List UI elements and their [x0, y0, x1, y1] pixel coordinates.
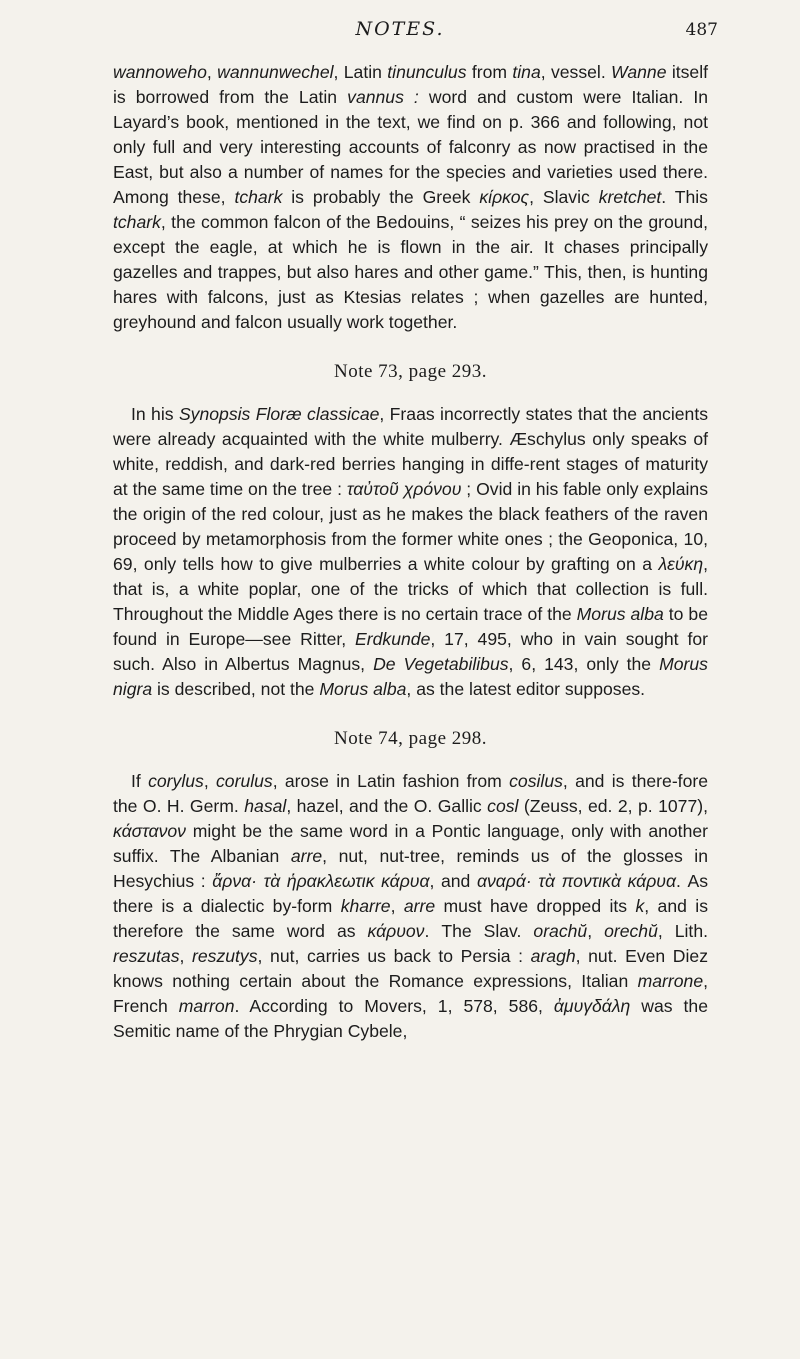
term-corylus: corylus: [148, 771, 204, 791]
note-74-heading: Note 74, page 298.: [333, 728, 488, 749]
term-morus-nigra: Morus nigra: [113, 654, 708, 699]
greek-gloss-1: ἄρνα· τὰ ἡρακλεωτικ κάρυα: [212, 871, 430, 891]
term-reszutas: reszutas: [113, 946, 180, 966]
page-number: 487: [685, 20, 718, 40]
term-tinunculus: tinunculus: [387, 62, 467, 82]
term-corulus: corulus: [216, 771, 273, 791]
term-arre-2: arre: [403, 896, 436, 916]
title-synopsis: Synopsis Floræ classicae: [178, 404, 380, 424]
paragraph-note-74: If corylus, corulus, arose in Latin fashion from cosilus, and is there-fore the O. H. Germ. hasal, hazel, and the O. Gallic cosl (Zeuss, ed. 2, p. 1077), κάστανον might be the same word in a Pontic language, only with another suffix. The Albanian arre, nut, nut-tree, reminds us of the glosses in Hesychius : ἄρνα· τὰ ἡρακλεωτικ κάρυα, and αναρά· τὰ ποντικὰ κάρυα. As there is a dialectic by-form kharre, arre must have dropped its k, and is therefore the same word as κάρυον. The Slav. orachŭ, orechŭ, Lith. reszutas, reszutys, nut, carries us back to Persia : aragh, nut. Even Diez knows nothing certain about the Romance expressions, Italian marrone, French marron. According to Movers, 1, 578, 586, ἀμυγδάλη was the Semitic name of the Phrygian Cybele,: [113, 771, 709, 1041]
greek-kirkos: κίρκος: [479, 187, 530, 207]
greek-gloss-2: αναρά· τὰ ποντικὰ κάρυα: [476, 871, 676, 891]
term-morus-alba-2: Morus alba: [319, 679, 407, 699]
greek-amygdale: ἀμυγδάλη: [553, 996, 631, 1016]
title-erdkunde: Erdkunde: [355, 629, 431, 649]
page-body: [113, 60, 708, 1044]
greek-karyon: κάρυον: [367, 921, 425, 941]
greek-kastanon: κάστανον: [113, 821, 186, 841]
page-header: [0, 18, 800, 48]
term-kharre: kharre: [340, 896, 391, 916]
note-73-heading: Note 73, page 293.: [333, 361, 488, 382]
term-kretchet: kretchet: [598, 187, 662, 207]
term-cosl: cosl: [487, 796, 519, 816]
term-tchark: tchark: [234, 187, 283, 207]
term-tchark-2: tchark: [113, 212, 161, 232]
term-aragh: aragh: [530, 946, 576, 966]
term-wannunwechel: wannunwechel: [217, 62, 334, 82]
term-hasal: hasal: [244, 796, 287, 816]
term-orechu: orechŭ: [604, 921, 658, 941]
greek-tautou-chronou: ταὐτοῦ χρόνου: [346, 479, 462, 499]
term-morus-alba: Morus alba: [576, 604, 664, 624]
greek-leuke: λεύκη: [658, 554, 704, 574]
paragraph-falconry: wannoweho, wannunwechel, Latin tinunculus from tina, vessel. Wanne itself is borrowed from the Latin vannus : word and custom were Italian. In Layard’s book, mentioned in the text, we find on p. 366 and following, not only full and very interesting accounts of falconry as now practised in the East, but also a number of names for the species and varieties used there. Among these, tchark is probably the Greek κίρκος, Slavic kretchet. This tchark, the common falcon of the Bedouins, “ seizes his prey on the ground, except the eagle, at which he is flown in the air. It chases principally gazelles and trappes, but also hares and other game.” This, then, is hunting hares with falcons, just as Ktesias relates ; when gazelles are hunted, greyhound and falcon usually work together.: [113, 62, 709, 332]
title-de-vegetabilibus: De Vegetabilibus: [373, 654, 509, 674]
term-wannoweho: wannoweho: [113, 62, 207, 82]
term-wanne: Wanne: [611, 62, 667, 82]
paragraph-note-73: In his Synopsis Floræ classicae, Fraas incorrectly states that the ancients were already acquainted with the white mulberry. Æschylus only speaks of white, reddish, and dark-red berries hanging in diffe-rent stages of maturity at the same time on the tree : ταὐτοῦ χρόνου ; Ovid in his fable only explains the origin of the red colour, just as he makes the black feathers of the raven proceed by metamorphosis from the former white ones ; the Geoponica, 10, 69, only tells how to give mulberries a white colour by grafting on a λεύκη, that is, a white poplar, one of the tricks of which that collection is full. Throughout the Middle Ages there is no certain trace of the Morus alba to be found in Europe—see Ritter, Erdkunde, 17, 495, who in vain sought for such. Also in Albertus Magnus, De Vegetabilibus, 6, 143, only the Morus nigra is described, not the Morus alba, as the latest editor supposes.: [113, 404, 708, 699]
term-marrone: marrone: [637, 971, 704, 991]
term-vannus: vannus :: [347, 87, 419, 107]
term-tina: tina: [512, 62, 541, 82]
term-cosilus: cosilus: [509, 771, 563, 791]
term-reszutys: reszutys: [192, 946, 258, 966]
term-arre: arre: [290, 846, 323, 866]
term-orachu: orachŭ: [533, 921, 588, 941]
running-head: NOTES.: [355, 18, 445, 40]
term-marron: marron: [178, 996, 235, 1016]
term-k: k: [635, 896, 645, 916]
